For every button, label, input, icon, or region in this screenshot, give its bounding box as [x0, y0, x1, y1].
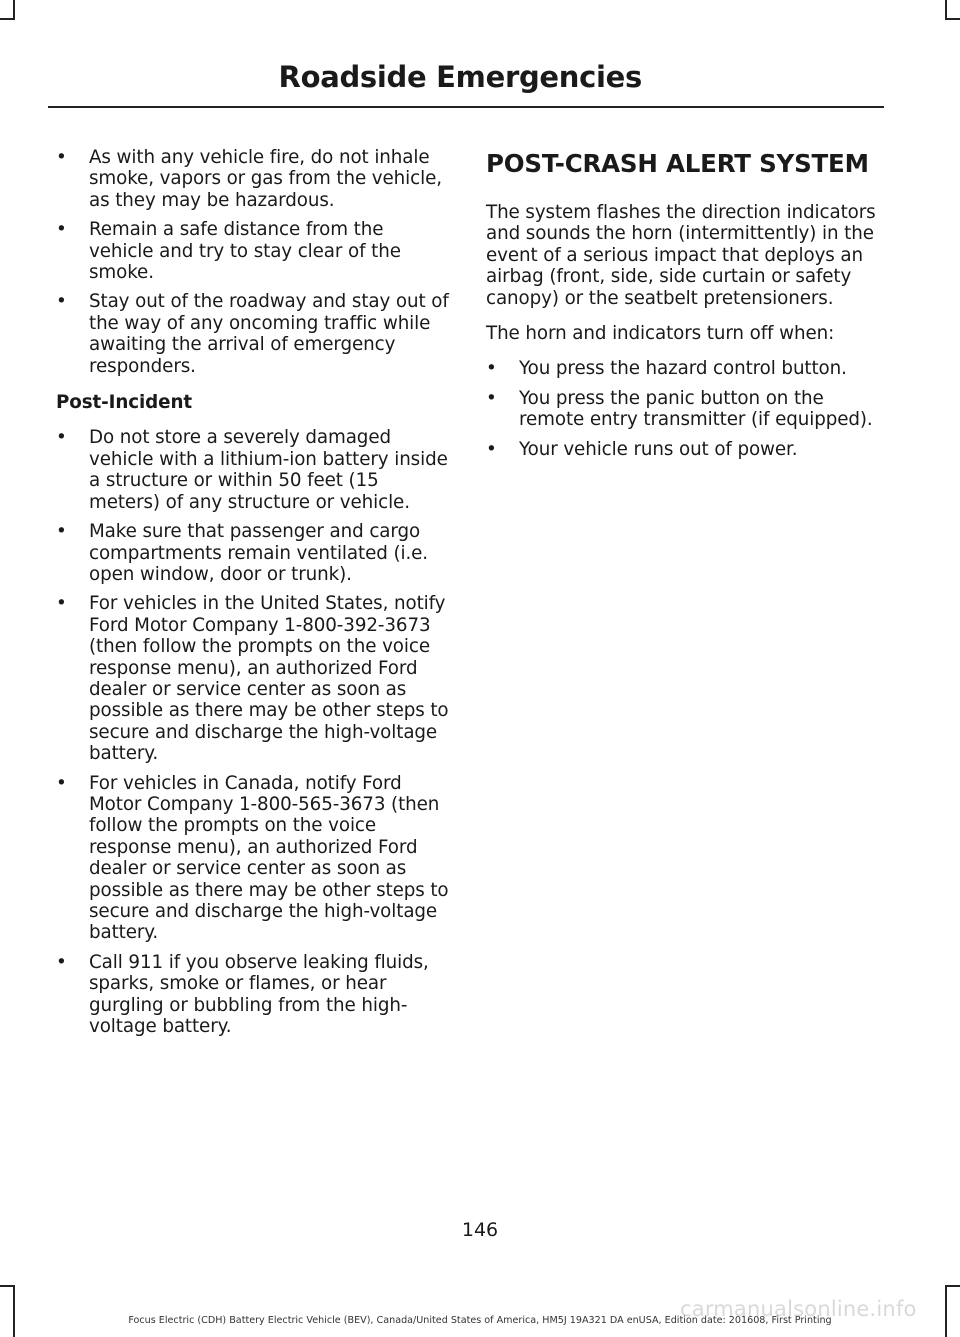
- bullet-icon: •: [56, 772, 67, 794]
- right-column: [486, 147, 886, 468]
- safety-bullet-list: [56, 147, 452, 377]
- list-item-text: You press the hazard control button.: [519, 358, 847, 380]
- list-item-text: Do not store a severely damaged vehicle with a lithium-ion battery inside a structure or within 50 feet (15 meters) of any structure or vehicle.: [89, 427, 448, 513]
- list-item-text: As with any vehicle fire, do not inhale smoke, vapors or gas from the vehicle, as they may be hazardous.: [89, 147, 442, 211]
- turn-off-bullet-list: [486, 358, 886, 460]
- section-heading: POST-CRASH ALERT SYSTEM: [486, 149, 869, 178]
- list-item: [486, 388, 886, 431]
- list-item: [56, 427, 452, 513]
- list-item-text: Call 911 if you observe leaking fluids, sparks, smoke or flames, or hear gurgling or bubbling from the high-voltage battery.: [89, 951, 429, 1038]
- list-item: [486, 358, 886, 379]
- page-title: Roadside Emergencies: [278, 60, 642, 94]
- list-item: [56, 593, 452, 764]
- crop-mark-top-left-h: [0, 18, 15, 20]
- bullet-icon: •: [56, 291, 67, 313]
- post-incident-bullet-list: [56, 427, 452, 1037]
- list-item: [56, 291, 452, 377]
- list-item: [56, 147, 452, 211]
- list-item-text: For vehicles in the United States, notify Ford Motor Company 1-800-392-3673 (then follow the prompts on the voice response menu), an authorized Ford dealer or service center as soon as possible as there may be other steps to secure and discharge the high-voltage battery.: [89, 593, 449, 765]
- list-item: [486, 439, 886, 460]
- list-item-text: Stay out of the roadway and stay out of the way of any oncoming traffic while awaiting the arrival of emergency responders.: [89, 291, 449, 377]
- list-item-text: Your vehicle runs out of power.: [519, 438, 798, 460]
- list-item-text: Make sure that passenger and cargo compartments remain ventilated (i.e. open window, door or trunk).: [89, 521, 429, 585]
- list-item-text: For vehicles in Canada, notify Ford Motor Company 1-800-565-3673 (then follow the prompts on the voice response menu), an authorized Ford dealer or service center as soon as possible as there may be other steps to secure and discharge the high-voltage battery.: [89, 772, 449, 944]
- left-column: [56, 147, 452, 1045]
- bullet-icon: •: [56, 427, 67, 449]
- page-number: 146: [461, 1219, 499, 1241]
- bullet-icon: •: [56, 593, 67, 615]
- watermark: carmanualsonline.info: [680, 1297, 917, 1321]
- list-item-text: Remain a safe distance from the vehicle and try to stay clear of the smoke.: [89, 219, 401, 284]
- list-item: [56, 952, 452, 1038]
- bullet-icon: •: [486, 387, 497, 409]
- crop-mark-bottom-right-v: [945, 1285, 947, 1337]
- bullet-icon: •: [56, 521, 67, 543]
- crop-mark-top-right-v: [945, 0, 947, 20]
- title-divider: [48, 106, 884, 108]
- crop-mark-top-left-v: [13, 0, 15, 20]
- bullet-icon: •: [486, 358, 497, 380]
- crop-mark-top-right-h: [945, 18, 960, 20]
- crop-mark-bottom-left-v: [13, 1285, 15, 1337]
- system-description: The system flashes the direction indicators and sounds the horn (intermittently) in the event of a serious impact that deploys an airbag (front, side, side curtain or safety canopy) or the seatbelt pretensioners.: [486, 202, 876, 309]
- list-item: [56, 521, 452, 585]
- bullet-icon: •: [56, 951, 67, 973]
- crop-mark-bottom-right-h: [945, 1285, 960, 1287]
- post-incident-subheading: Post-Incident: [56, 392, 193, 414]
- list-item: [56, 219, 452, 283]
- list-item: [56, 773, 452, 944]
- turn-off-intro: The horn and indicators turn off when:: [486, 323, 835, 345]
- crop-mark-bottom-left-h: [0, 1285, 15, 1287]
- bullet-icon: •: [56, 147, 67, 168]
- footer-edition-info: Focus Electric (CDH) Battery Electric Vehicle (BEV), Canada/United States of America, HM5J 19A321 DA enUSA, Edition date: 201608, First Printing: [128, 1315, 832, 1326]
- bullet-icon: •: [56, 219, 67, 241]
- list-item-text: You press the panic button on the remote entry transmitter (if equipped).: [519, 387, 873, 431]
- bullet-icon: •: [486, 438, 497, 460]
